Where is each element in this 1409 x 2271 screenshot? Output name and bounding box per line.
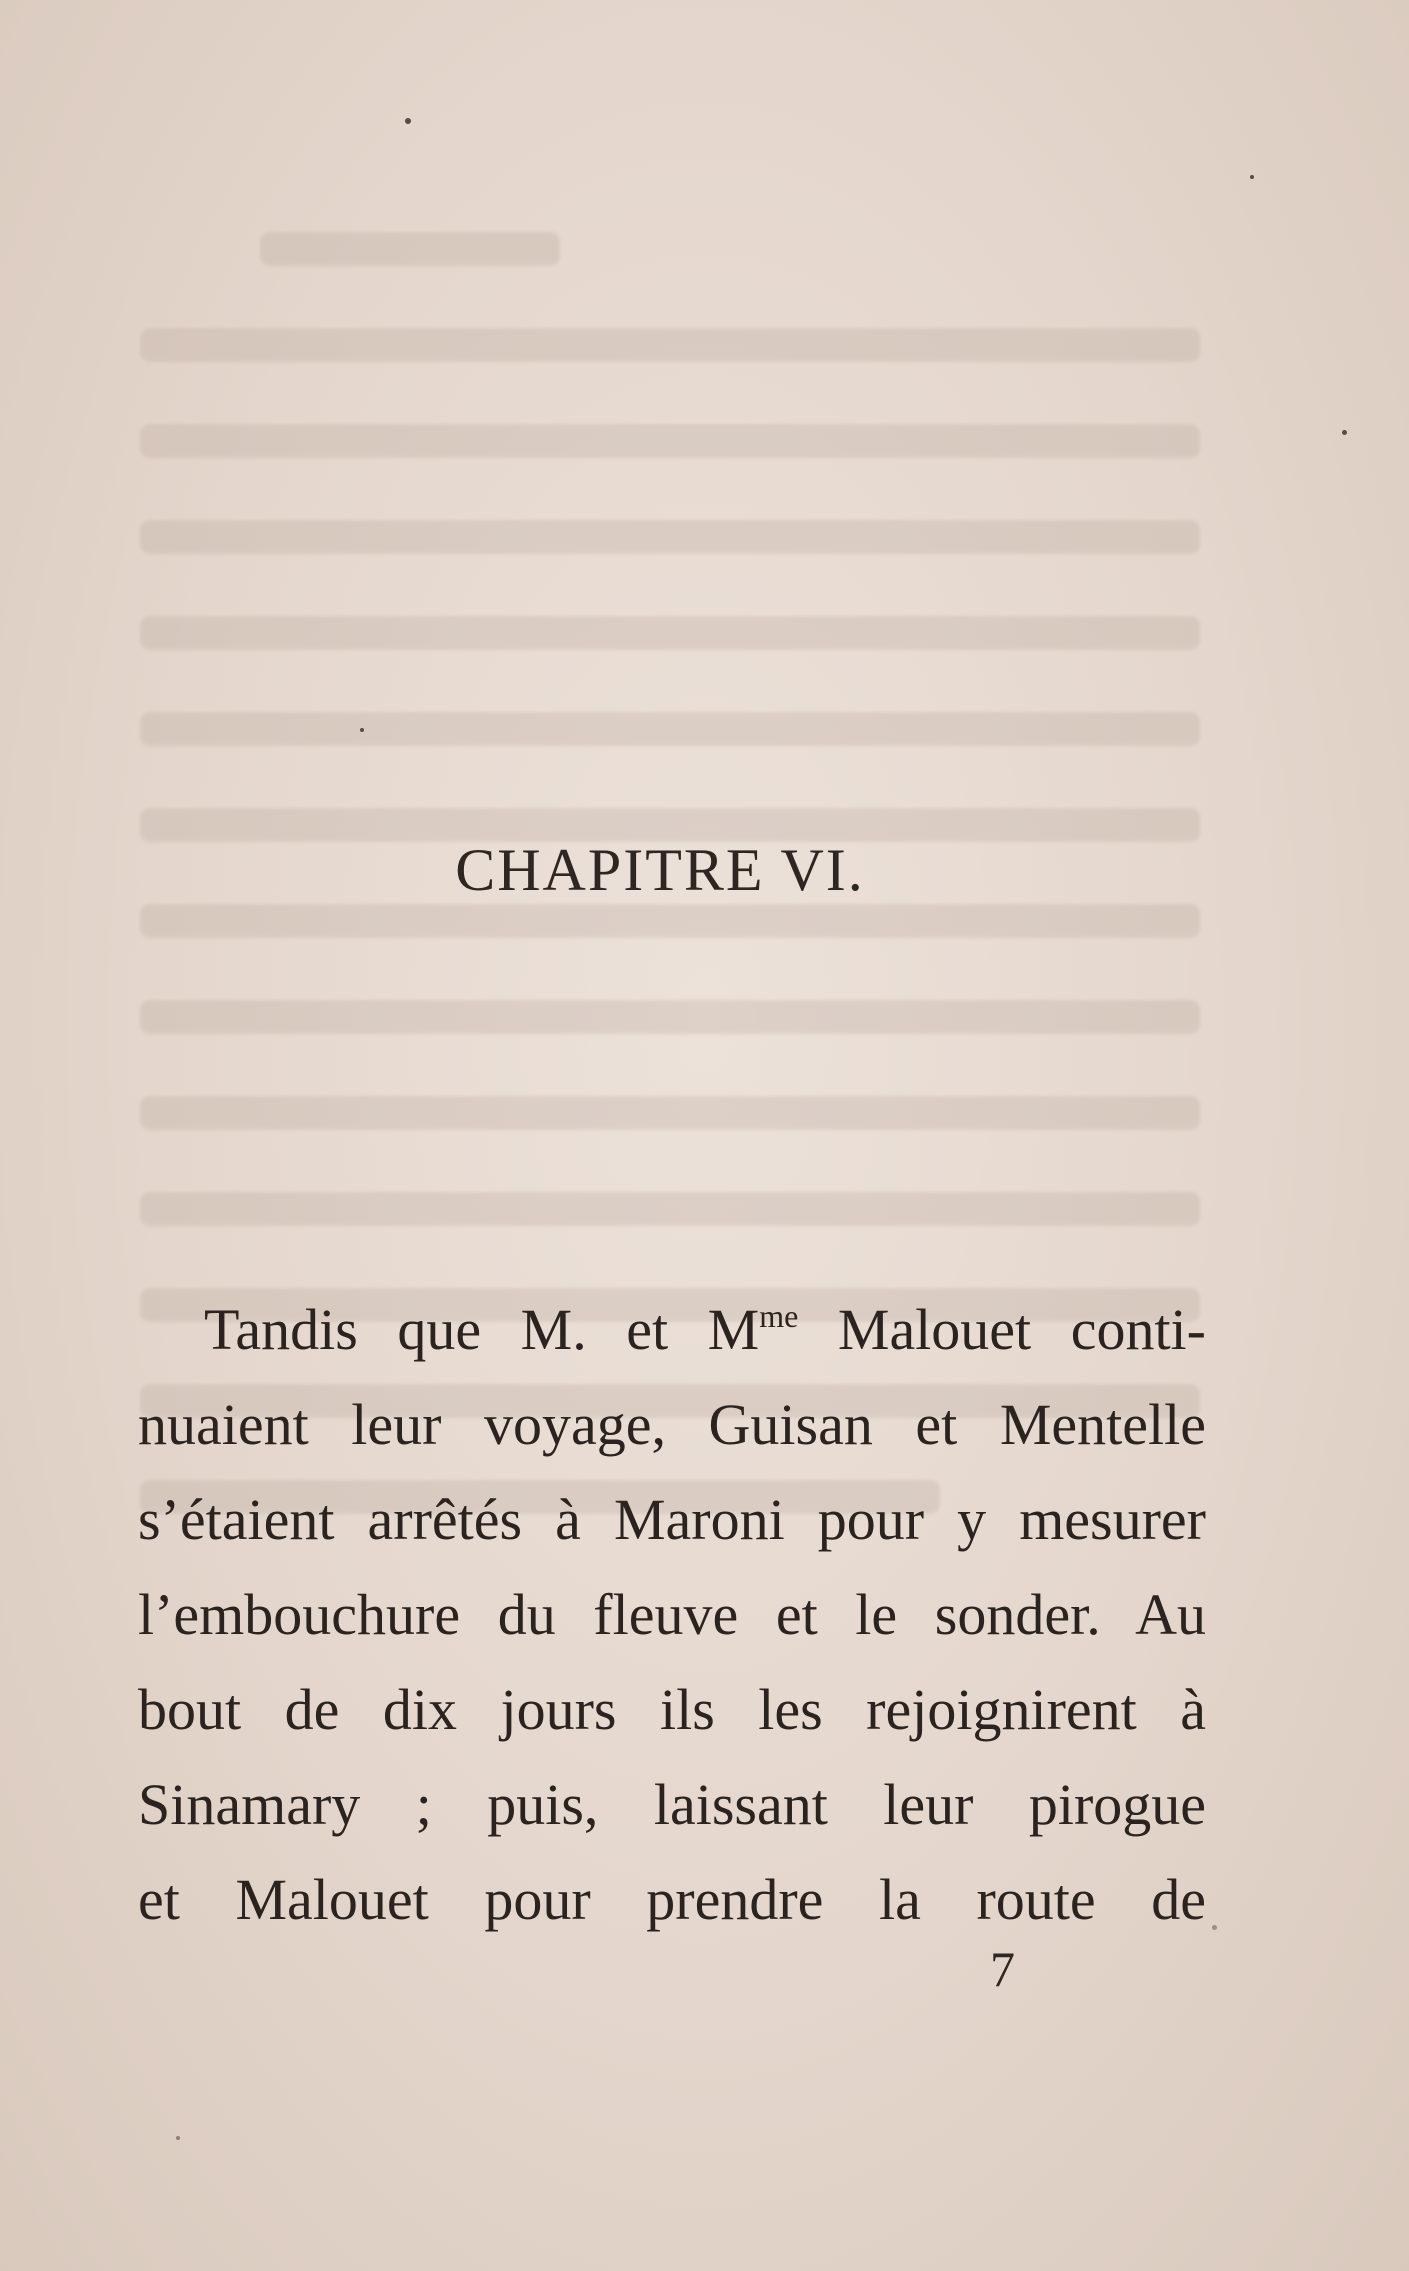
text-line: et Malouet pour prendre la route de — [138, 1867, 1206, 1932]
text-line: nuaient leur voyage, Guisan et Mentelle — [138, 1392, 1206, 1457]
text-line: Sinamary ; puis, laissant leur pirogue — [138, 1772, 1206, 1837]
paper-speck — [1342, 430, 1347, 435]
text-line-part: Tandis que M. et M — [204, 1297, 760, 1362]
paper-speck — [176, 2136, 180, 2140]
chapter-paragraph — [138, 1282, 1206, 1947]
paper-speck — [1250, 175, 1254, 179]
text-line: bout de dix jours ils les rejoignirent à — [138, 1677, 1206, 1742]
text-line-part: Malouet conti- — [798, 1297, 1206, 1362]
signature-mark: 7 — [990, 1941, 1015, 1997]
text-line: l’embouchure du fleuve et le sonder. Au — [138, 1582, 1206, 1647]
superscript-abbreviation: me — [759, 1298, 799, 1334]
text-line — [138, 1282, 1206, 1377]
paper-speck — [405, 118, 411, 124]
paper-speck — [360, 728, 364, 732]
chapter-title: CHAPITRE VI. — [455, 837, 865, 903]
paper-speck — [1212, 1925, 1217, 1930]
text-line: s’étaient arrêtés à Maroni pour y mesurer — [138, 1487, 1206, 1552]
